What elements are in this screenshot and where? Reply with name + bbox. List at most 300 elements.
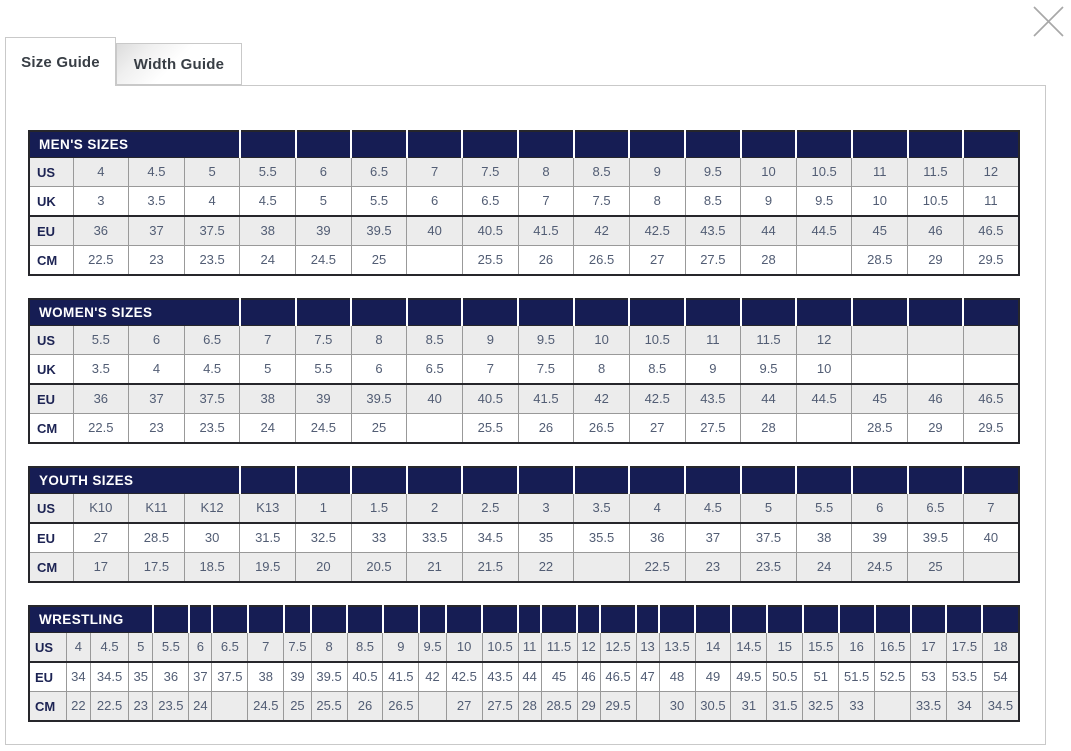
size-cell: 6.5: [407, 355, 463, 385]
header-spacer-cell: [685, 299, 741, 326]
size-cell: 6: [407, 187, 463, 217]
size-cell: [963, 326, 1019, 355]
size-cell: 30: [184, 523, 240, 553]
size-cell: 44.5: [796, 216, 852, 246]
size-cell: 8: [351, 326, 407, 355]
size-cell: 4.5: [129, 158, 185, 187]
size-cell: 34: [66, 662, 90, 692]
size-cell: 42.5: [629, 384, 685, 414]
size-cell: 28.5: [852, 414, 908, 444]
size-cell: 17.5: [129, 553, 185, 583]
size-cell: 12: [577, 633, 600, 663]
size-row-us: [29, 494, 1019, 524]
size-cell: 3: [518, 494, 574, 524]
size-cell: 10: [852, 187, 908, 217]
size-cell: 12: [796, 326, 852, 355]
size-cell: 23.5: [153, 692, 189, 722]
size-cell: 7: [462, 355, 518, 385]
header-spacer-cell: [574, 299, 630, 326]
size-cell: 23: [129, 246, 185, 276]
header-spacer-cell: [446, 606, 482, 633]
size-tables-container: [6, 86, 1045, 722]
table-title: YOUTH SIZES: [29, 467, 240, 494]
size-cell: 42: [574, 384, 630, 414]
size-cell: 22.5: [91, 692, 129, 722]
row-label: EU: [29, 662, 66, 692]
close-button[interactable]: [1025, 1, 1069, 41]
size-row-uk: [29, 187, 1019, 217]
size-cell: 53.5: [946, 662, 982, 692]
size-cell: 28: [518, 692, 541, 722]
size-row-eu: [29, 384, 1019, 414]
header-spacer-cell: [636, 606, 659, 633]
size-cell: 3.5: [73, 355, 129, 385]
size-cell: 9.5: [741, 355, 797, 385]
size-cell: 6: [296, 158, 352, 187]
size-cell: 25.5: [462, 246, 518, 276]
size-cell: 21: [407, 553, 463, 583]
size-cell: 35: [129, 662, 153, 692]
size-cell: 44: [518, 662, 541, 692]
size-cell: 21.5: [462, 553, 518, 583]
row-label: EU: [29, 523, 73, 553]
header-spacer-cell: [908, 467, 964, 494]
header-spacer-cell: [518, 467, 574, 494]
size-cell: 37.5: [184, 216, 240, 246]
size-cell: 7.5: [284, 633, 311, 663]
size-cell: 25: [351, 414, 407, 444]
size-cell: 45: [852, 384, 908, 414]
header-spacer-cell: [574, 467, 630, 494]
row-label: US: [29, 326, 73, 355]
size-cell: K13: [240, 494, 296, 524]
size-cell: 27.5: [685, 246, 741, 276]
size-cell: 39: [296, 384, 352, 414]
size-cell: 36: [73, 384, 129, 414]
size-cell: 8: [518, 158, 574, 187]
size-cell: 10.5: [908, 187, 964, 217]
row-label: CM: [29, 553, 73, 583]
size-cell: 7.5: [296, 326, 352, 355]
header-spacer-cell: [852, 299, 908, 326]
size-cell: 22.5: [73, 246, 129, 276]
size-cell: 8.5: [407, 326, 463, 355]
header-spacer-cell: [419, 606, 446, 633]
header-spacer-cell: [518, 299, 574, 326]
size-cell: 39.5: [351, 384, 407, 414]
size-cell: 7: [518, 187, 574, 217]
size-row-cm: [29, 692, 1019, 722]
size-table-youth-sizes: [28, 466, 1020, 583]
size-cell: 39: [284, 662, 311, 692]
size-cell: [875, 692, 911, 722]
size-cell: 20.5: [351, 553, 407, 583]
size-cell: 36: [73, 216, 129, 246]
size-cell: 35: [518, 523, 574, 553]
header-spacer-cell: [482, 606, 518, 633]
size-cell: 10.5: [796, 158, 852, 187]
size-cell: [574, 553, 630, 583]
size-cell: 31.5: [240, 523, 296, 553]
header-spacer-cell: [248, 606, 284, 633]
size-cell: 24.5: [248, 692, 284, 722]
table-title: MEN'S SIZES: [29, 131, 240, 158]
size-row-eu: [29, 523, 1019, 553]
header-spacer-cell: [629, 299, 685, 326]
size-cell: 37: [129, 216, 185, 246]
size-cell: 6: [129, 326, 185, 355]
size-cell: 25.5: [462, 414, 518, 444]
size-cell: K10: [73, 494, 129, 524]
size-cell: 7.5: [574, 187, 630, 217]
size-cell: 22.5: [629, 553, 685, 583]
size-cell: 50.5: [767, 662, 803, 692]
tab-size-guide[interactable]: [5, 37, 116, 86]
size-cell: 11.5: [541, 633, 577, 663]
header-spacer-cell: [741, 131, 797, 158]
size-cell: 4.5: [685, 494, 741, 524]
header-spacer-cell: [577, 606, 600, 633]
size-cell: 7: [248, 633, 284, 663]
size-cell: 27.5: [685, 414, 741, 444]
size-cell: 46.5: [600, 662, 636, 692]
row-label: UK: [29, 187, 73, 217]
size-cell: 29: [908, 246, 964, 276]
header-spacer-cell: [839, 606, 875, 633]
size-cell: 24.5: [296, 246, 352, 276]
size-cell: 33: [351, 523, 407, 553]
size-row-eu: [29, 662, 1019, 692]
size-cell: 26.5: [574, 414, 630, 444]
size-cell: 32.5: [803, 692, 839, 722]
row-label: EU: [29, 384, 73, 414]
size-cell: 14.5: [731, 633, 767, 663]
size-cell: 8.5: [347, 633, 383, 663]
size-table-women-s-sizes: [28, 298, 1020, 444]
size-cell: 28.5: [852, 246, 908, 276]
row-label: US: [29, 633, 66, 663]
size-cell: [963, 355, 1019, 385]
header-spacer-cell: [347, 606, 383, 633]
tab-width-guide[interactable]: [116, 43, 242, 85]
size-cell: 8.5: [685, 187, 741, 217]
size-cell: [796, 246, 852, 276]
tab-size-guide-label: Size Guide: [21, 53, 100, 71]
size-cell: 33.5: [407, 523, 463, 553]
header-spacer-cell: [351, 131, 407, 158]
size-cell: 27: [629, 414, 685, 444]
size-cell: 37.5: [184, 384, 240, 414]
size-cell: 6.5: [462, 187, 518, 217]
size-cell: 4: [184, 187, 240, 217]
size-row-cm: [29, 553, 1019, 583]
header-spacer-cell: [911, 606, 947, 633]
size-cell: 20: [296, 553, 352, 583]
size-table-wrestling: [28, 605, 1020, 722]
size-row-cm: [29, 246, 1019, 276]
size-cell: 4: [73, 158, 129, 187]
tab-width-guide-label: Width Guide: [133, 55, 225, 73]
size-cell: 23.5: [741, 553, 797, 583]
size-cell: 36: [153, 662, 189, 692]
header-spacer-cell: [731, 606, 767, 633]
header-spacer-cell: [963, 299, 1019, 326]
size-cell: 5.5: [351, 187, 407, 217]
size-cell: 39: [296, 216, 352, 246]
header-spacer-cell: [351, 467, 407, 494]
table-header-row: [29, 467, 1019, 494]
size-cell: 10: [446, 633, 482, 663]
size-cell: 9: [685, 355, 741, 385]
header-spacer-cell: [982, 606, 1019, 633]
header-spacer-cell: [741, 299, 797, 326]
size-cell: 39.5: [351, 216, 407, 246]
size-cell: 33: [839, 692, 875, 722]
size-cell: 5.5: [153, 633, 189, 663]
size-cell: 6: [351, 355, 407, 385]
size-cell: 11.5: [908, 158, 964, 187]
header-spacer-cell: [875, 606, 911, 633]
size-cell: 51.5: [839, 662, 875, 692]
size-cell: 26: [518, 414, 574, 444]
size-cell: 19.5: [240, 553, 296, 583]
size-cell: 6.5: [908, 494, 964, 524]
size-cell: 17.5: [946, 633, 982, 663]
header-spacer-cell: [629, 467, 685, 494]
size-cell: 5: [240, 355, 296, 385]
size-cell: 23.5: [184, 246, 240, 276]
size-cell: 45: [541, 662, 577, 692]
row-label: US: [29, 158, 73, 187]
table-title: WOMEN'S SIZES: [29, 299, 240, 326]
size-cell: 25: [908, 553, 964, 583]
size-cell: 7.5: [518, 355, 574, 385]
size-cell: 11: [518, 633, 541, 663]
size-row-cm: [29, 414, 1019, 444]
header-spacer-cell: [685, 131, 741, 158]
size-cell: 38: [240, 216, 296, 246]
size-cell: 31: [731, 692, 767, 722]
size-cell: 46: [577, 662, 600, 692]
header-spacer-cell: [383, 606, 419, 633]
size-cell: 41.5: [518, 384, 574, 414]
size-row-us: [29, 158, 1019, 187]
size-guide-panel: [5, 85, 1046, 745]
size-cell: 7: [963, 494, 1019, 524]
size-cell: 53: [911, 662, 947, 692]
size-cell: 24.5: [296, 414, 352, 444]
header-spacer-cell: [908, 131, 964, 158]
size-cell: 6: [852, 494, 908, 524]
size-cell: 34.5: [91, 662, 129, 692]
row-label: EU: [29, 216, 73, 246]
size-cell: 37.5: [212, 662, 248, 692]
size-cell: 7: [240, 326, 296, 355]
size-cell: 13: [636, 633, 659, 663]
header-spacer-cell: [518, 131, 574, 158]
size-cell: 27.5: [482, 692, 518, 722]
size-cell: 9: [462, 326, 518, 355]
size-cell: 42.5: [446, 662, 482, 692]
row-label: UK: [29, 355, 73, 385]
size-cell: 47: [636, 662, 659, 692]
size-cell: 39: [852, 523, 908, 553]
size-cell: 43.5: [685, 216, 741, 246]
size-cell: 25.5: [311, 692, 347, 722]
size-cell: 27: [629, 246, 685, 276]
size-cell: 6: [189, 633, 212, 663]
size-table-men-s-sizes: [28, 130, 1020, 276]
header-spacer-cell: [284, 606, 311, 633]
size-cell: 6.5: [184, 326, 240, 355]
table-header-row: [29, 299, 1019, 326]
size-cell: 37: [129, 384, 185, 414]
size-cell: 24.5: [852, 553, 908, 583]
size-cell: 40: [963, 523, 1019, 553]
size-cell: 36: [629, 523, 685, 553]
header-spacer-cell: [541, 606, 577, 633]
size-cell: [852, 355, 908, 385]
size-row-uk: [29, 355, 1019, 385]
size-cell: 15.5: [803, 633, 839, 663]
size-cell: 1.5: [351, 494, 407, 524]
size-cell: 29: [577, 692, 600, 722]
size-cell: 24: [240, 414, 296, 444]
size-cell: 4.5: [184, 355, 240, 385]
size-cell: 26.5: [383, 692, 419, 722]
row-label: CM: [29, 692, 66, 722]
size-cell: 24: [796, 553, 852, 583]
header-spacer-cell: [296, 467, 352, 494]
size-cell: 9: [383, 633, 419, 663]
size-cell: 28: [741, 246, 797, 276]
header-spacer-cell: [796, 467, 852, 494]
size-cell: [796, 414, 852, 444]
header-spacer-cell: [240, 299, 296, 326]
size-cell: 15: [767, 633, 803, 663]
size-cell: 29: [908, 414, 964, 444]
size-cell: 28.5: [129, 523, 185, 553]
size-cell: 11: [685, 326, 741, 355]
size-cell: 1: [296, 494, 352, 524]
size-cell: 30: [659, 692, 695, 722]
size-cell: 3.5: [129, 187, 185, 217]
size-cell: 42: [419, 662, 446, 692]
size-cell: 27: [446, 692, 482, 722]
size-cell: 38: [796, 523, 852, 553]
size-cell: 24: [240, 246, 296, 276]
size-cell: 4: [66, 633, 90, 663]
size-cell: [908, 326, 964, 355]
size-cell: 6.5: [351, 158, 407, 187]
size-cell: 9: [741, 187, 797, 217]
size-cell: 44.5: [796, 384, 852, 414]
size-cell: 24: [189, 692, 212, 722]
header-spacer-cell: [153, 606, 189, 633]
header-spacer-cell: [296, 131, 352, 158]
size-cell: 39.5: [311, 662, 347, 692]
size-cell: 5: [296, 187, 352, 217]
size-cell: 22: [518, 553, 574, 583]
size-cell: 29.5: [963, 246, 1019, 276]
size-cell: 46.5: [963, 216, 1019, 246]
row-label: CM: [29, 246, 73, 276]
size-cell: 52.5: [875, 662, 911, 692]
size-cell: 12: [963, 158, 1019, 187]
size-cell: 13.5: [659, 633, 695, 663]
size-cell: 8: [574, 355, 630, 385]
header-spacer-cell: [796, 299, 852, 326]
size-cell: 44: [741, 216, 797, 246]
size-cell: [852, 326, 908, 355]
header-spacer-cell: [741, 467, 797, 494]
size-cell: 34.5: [462, 523, 518, 553]
size-cell: 35.5: [574, 523, 630, 553]
size-cell: 12.5: [600, 633, 636, 663]
row-label: US: [29, 494, 73, 524]
size-cell: 4: [629, 494, 685, 524]
size-cell: 29.5: [600, 692, 636, 722]
size-cell: 46: [908, 216, 964, 246]
header-spacer-cell: [600, 606, 636, 633]
size-cell: 33.5: [911, 692, 947, 722]
size-cell: 5.5: [796, 494, 852, 524]
size-cell: 49.5: [731, 662, 767, 692]
size-cell: 32.5: [296, 523, 352, 553]
size-cell: 5: [184, 158, 240, 187]
header-spacer-cell: [407, 467, 463, 494]
size-cell: 9.5: [796, 187, 852, 217]
header-spacer-cell: [351, 299, 407, 326]
size-cell: 7: [407, 158, 463, 187]
header-spacer-cell: [462, 299, 518, 326]
size-cell: 5: [129, 633, 153, 663]
size-cell: 5.5: [240, 158, 296, 187]
size-cell: 11: [963, 187, 1019, 217]
header-spacer-cell: [803, 606, 839, 633]
size-cell: 48: [659, 662, 695, 692]
header-spacer-cell: [963, 131, 1019, 158]
header-spacer-cell: [189, 606, 212, 633]
size-cell: 14: [695, 633, 731, 663]
size-cell: 10: [796, 355, 852, 385]
size-cell: 26.5: [574, 246, 630, 276]
size-cell: 9.5: [518, 326, 574, 355]
size-cell: K12: [184, 494, 240, 524]
size-cell: 28.5: [541, 692, 577, 722]
size-cell: 8: [629, 187, 685, 217]
size-cell: 5: [741, 494, 797, 524]
header-spacer-cell: [407, 299, 463, 326]
size-cell: 40: [407, 384, 463, 414]
size-cell: 10.5: [482, 633, 518, 663]
header-spacer-cell: [659, 606, 695, 633]
size-cell: 42.5: [629, 216, 685, 246]
size-cell: 5.5: [296, 355, 352, 385]
size-cell: 45: [852, 216, 908, 246]
size-cell: 18.5: [184, 553, 240, 583]
size-cell: 18: [982, 633, 1019, 663]
header-spacer-cell: [462, 131, 518, 158]
size-cell: 11.5: [741, 326, 797, 355]
size-cell: 6.5: [212, 633, 248, 663]
size-cell: 46.5: [963, 384, 1019, 414]
header-spacer-cell: [518, 606, 541, 633]
size-cell: 41.5: [383, 662, 419, 692]
size-row-us: [29, 326, 1019, 355]
header-spacer-cell: [908, 299, 964, 326]
size-cell: 37.5: [741, 523, 797, 553]
